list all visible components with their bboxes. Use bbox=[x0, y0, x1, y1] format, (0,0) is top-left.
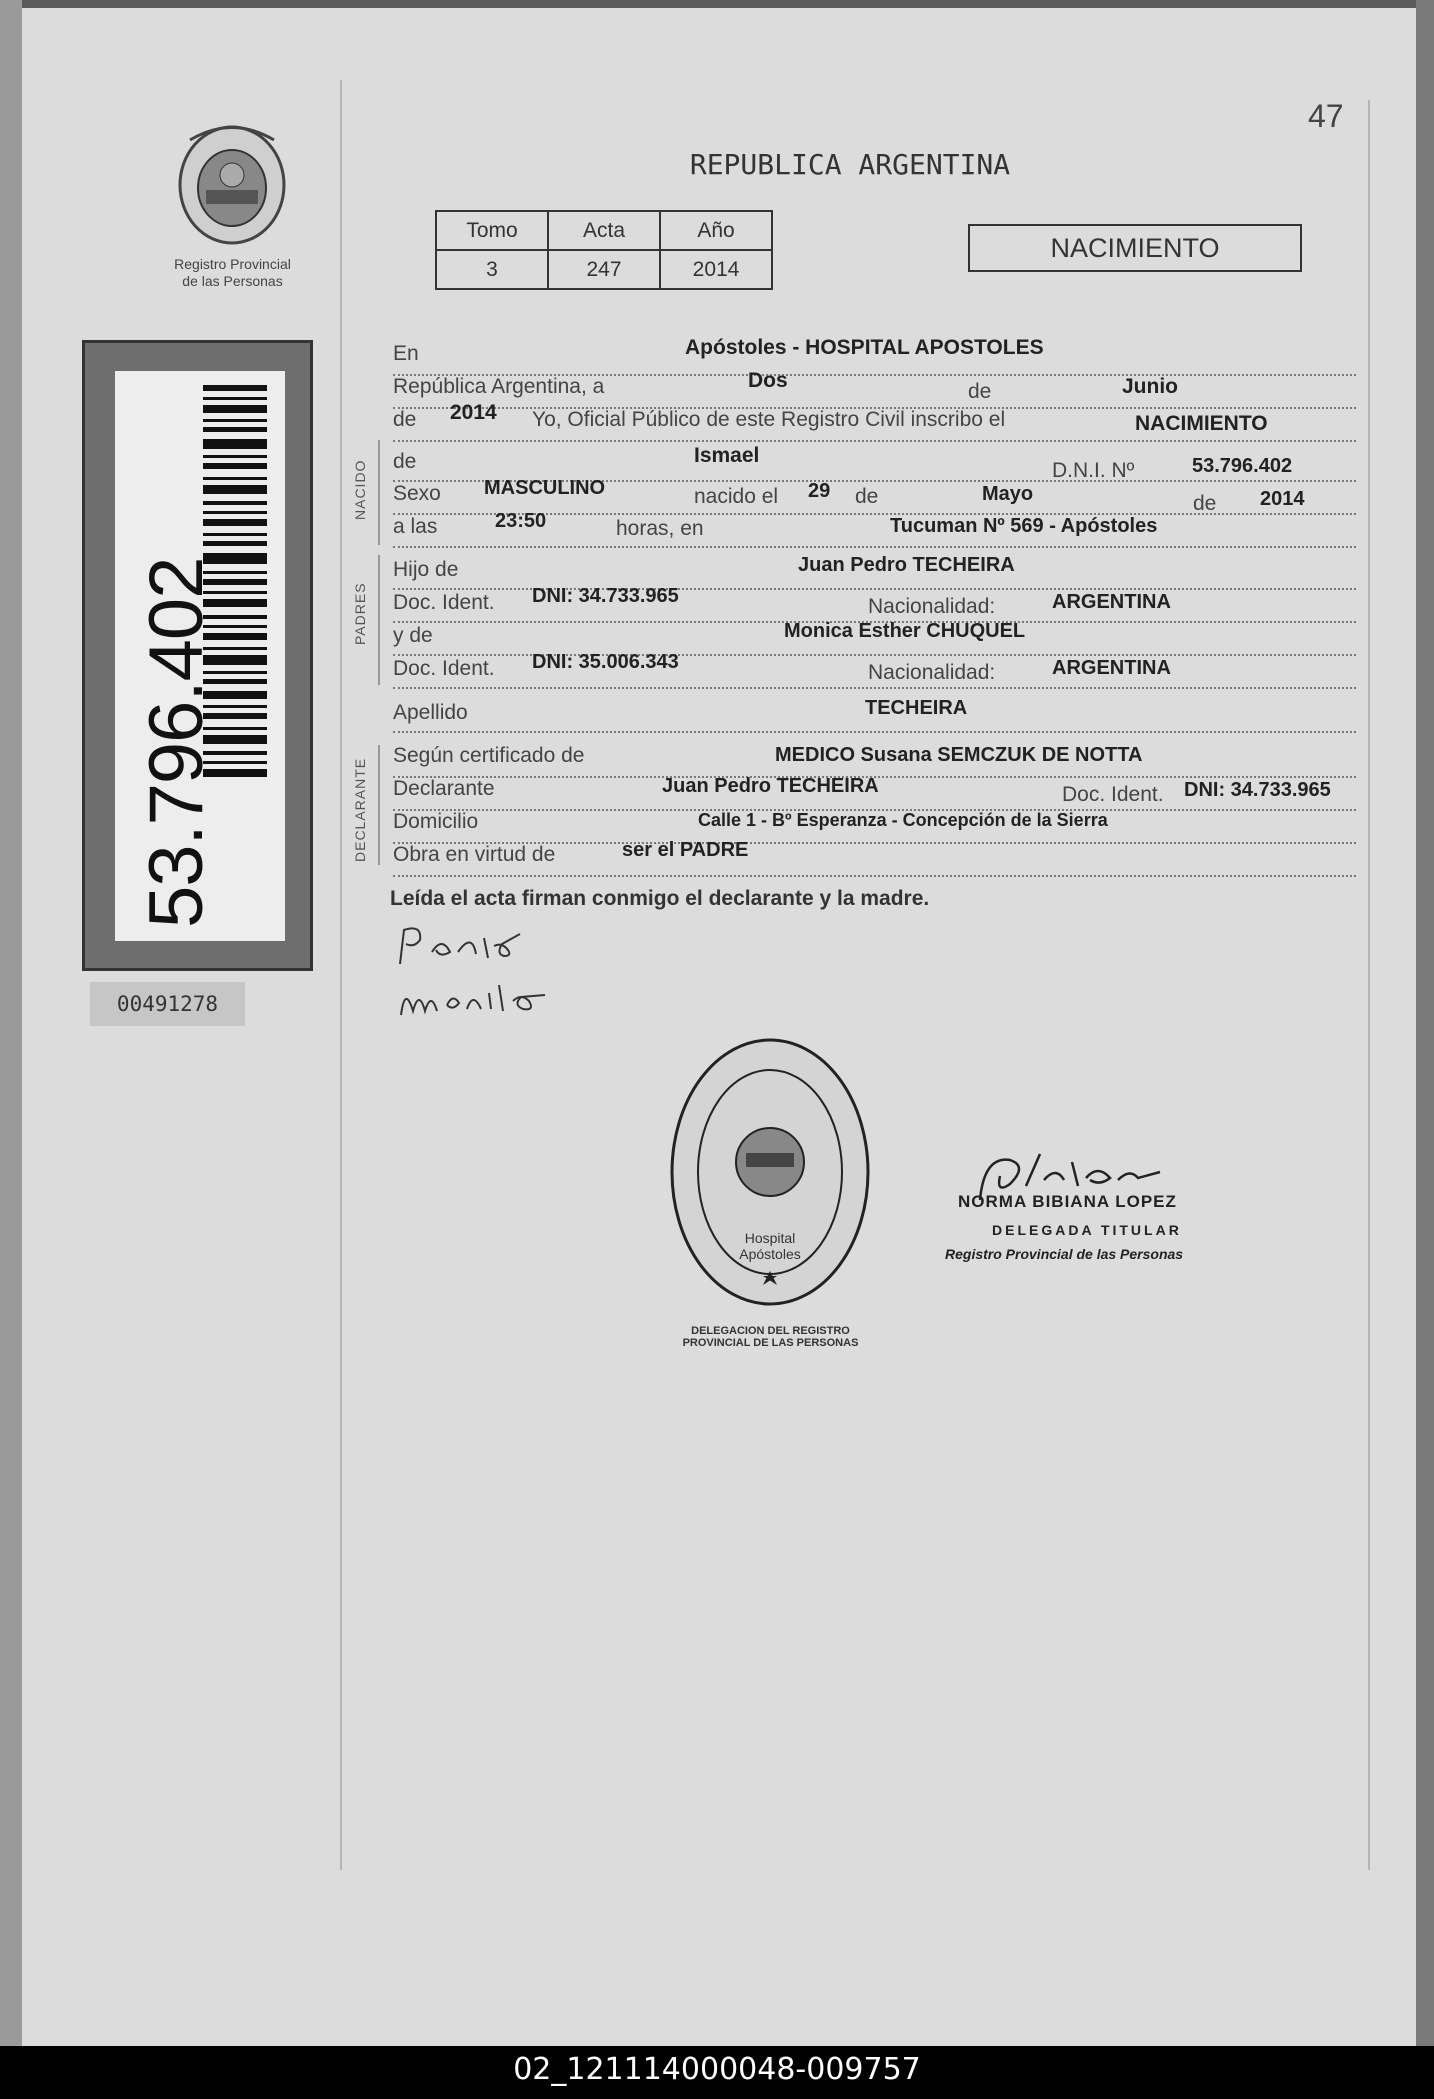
label-horas-en: horas, en bbox=[616, 517, 704, 540]
label-declarante: Declarante bbox=[393, 777, 495, 800]
section-label-nacido: NACIDO bbox=[352, 459, 368, 520]
label-de-mes-nac: de bbox=[855, 485, 879, 508]
label-de-anio: de bbox=[393, 408, 417, 431]
value-declarante-doc: DNI: 34.733.965 bbox=[1184, 779, 1331, 801]
label-sexo: Sexo bbox=[393, 482, 441, 505]
seal-inner-text: Hospital Apóstoles bbox=[739, 1230, 801, 1262]
seal-text: DELEGACION DEL REGISTRO PROVINCIAL DE LAS PERSONAS bbox=[682, 1325, 859, 1349]
value-apellido: TECHEIRA bbox=[865, 697, 968, 719]
value-tipo: NACIMIENTO bbox=[1135, 412, 1268, 435]
label-nacido-el: nacido el bbox=[694, 485, 779, 508]
official-title: DELEGADA TITULAR bbox=[992, 1222, 1182, 1238]
scan-footer-id: 02_121114000048-009757 bbox=[513, 2052, 921, 2087]
value-madre: Monica Esther CHUQUEL bbox=[784, 620, 1026, 642]
section-label-padres: PADRES bbox=[352, 582, 368, 645]
label-a-las: a las bbox=[393, 515, 438, 538]
record-header-acta: Acta bbox=[548, 211, 660, 250]
label-domicilio: Domicilio bbox=[393, 810, 479, 833]
value-anio-inscripcion: 2014 bbox=[450, 401, 497, 424]
declarante-bracket bbox=[378, 745, 380, 865]
value-padre-doc: DNI: 34.733.965 bbox=[532, 585, 679, 607]
record-type-box: NACIMIENTO bbox=[968, 224, 1302, 272]
label-segun-certificado: Según certificado de bbox=[393, 744, 585, 767]
label-de-nombre: de bbox=[393, 450, 417, 473]
page-title: REPUBLICA ARGENTINA bbox=[689, 148, 1011, 181]
id-band bbox=[82, 340, 313, 971]
value-certificado: MEDICO Susana SEMCZUK DE NOTTA bbox=[775, 744, 1143, 766]
value-mes-nac: Mayo bbox=[982, 483, 1034, 505]
signature-padre bbox=[392, 922, 532, 972]
nacido-bracket bbox=[378, 440, 380, 545]
label-nacionalidad-madre: Nacionalidad: bbox=[868, 661, 996, 684]
page-right-edge bbox=[1416, 0, 1434, 2046]
left-margin-rule bbox=[340, 80, 342, 1870]
value-mes-inscripcion: Junio bbox=[1122, 375, 1178, 398]
closing-text: Leída el acta firman conmigo el declarante y la madre. bbox=[390, 887, 930, 910]
control-number: 00491278 bbox=[90, 982, 245, 1026]
label-nacionalidad-padre: Nacionalidad: bbox=[868, 595, 996, 618]
value-madre-nac: ARGENTINA bbox=[1052, 657, 1171, 679]
value-dia-nac: 29 bbox=[808, 480, 831, 502]
label-apellido: Apellido bbox=[393, 701, 468, 724]
registry-name-line1: Registro Provincial bbox=[174, 256, 291, 272]
label-republica: República Argentina, a bbox=[393, 375, 605, 398]
id-band-number: 53.796.402 bbox=[134, 557, 219, 928]
label-obra: Obra en virtud de bbox=[393, 843, 556, 866]
page-left-edge bbox=[0, 0, 22, 2046]
record-table bbox=[435, 210, 773, 290]
value-nombre: Ismael bbox=[694, 444, 760, 467]
value-dni: 53.796.402 bbox=[1192, 455, 1293, 477]
official-name: NORMA BIBIANA LOPEZ bbox=[958, 1192, 1177, 1211]
official-org: Registro Provincial de las Personas bbox=[945, 1246, 1184, 1262]
value-lugar-nac: Tucuman Nº 569 - Apóstoles bbox=[890, 515, 1158, 537]
registry-name-line2: de las Personas bbox=[182, 273, 283, 289]
value-padre-nac: ARGENTINA bbox=[1052, 591, 1171, 613]
section-label-declarante: DECLARANTE bbox=[352, 757, 368, 862]
registry-name bbox=[140, 256, 325, 290]
value-hora: 23:50 bbox=[495, 510, 547, 532]
label-doc-ident-declarante: Doc. Ident. bbox=[1062, 783, 1164, 806]
label-dni: D.N.I. Nº bbox=[1052, 459, 1135, 482]
page-number: 47 bbox=[1308, 98, 1344, 134]
province-coat-of-arms-icon bbox=[170, 120, 295, 250]
label-hijo-de: Hijo de bbox=[393, 558, 459, 581]
value-padre: Juan Pedro TECHEIRA bbox=[798, 554, 1015, 576]
label-en: En bbox=[393, 342, 419, 365]
official-seal-icon bbox=[668, 1035, 873, 1310]
label-de-mes: de bbox=[968, 380, 992, 403]
value-sexo: MASCULINO bbox=[484, 477, 606, 499]
value-domicilio: Calle 1 - Bº Esperanza - Concepción de la Sierra bbox=[698, 810, 1108, 830]
value-anio-nac: 2014 bbox=[1260, 488, 1305, 510]
label-de-anio-nac: de bbox=[1193, 492, 1217, 515]
value-obra: ser el PADRE bbox=[622, 839, 749, 861]
value-madre-doc: DNI: 35.006.343 bbox=[532, 651, 679, 673]
record-header-tomo: Tomo bbox=[436, 211, 548, 250]
signature-madre bbox=[395, 975, 555, 1025]
record-value-tomo: 3 bbox=[436, 250, 548, 289]
record-value-anio: 2014 bbox=[660, 250, 772, 289]
record-header-anio: Año bbox=[660, 211, 772, 250]
label-y-de: y de bbox=[393, 624, 433, 647]
value-lugar: Apóstoles - HOSPITAL APOSTOLES bbox=[685, 336, 1044, 359]
value-declarante: Juan Pedro TECHEIRA bbox=[662, 775, 879, 797]
padres-bracket bbox=[378, 555, 380, 685]
right-margin-rule bbox=[1368, 100, 1370, 1870]
label-inscribo: Yo, Oficial Público de este Registro Civil inscribo el bbox=[532, 408, 1006, 431]
record-value-acta: 247 bbox=[548, 250, 660, 289]
label-doc-ident-padre: Doc. Ident. bbox=[393, 591, 495, 614]
label-doc-ident-madre: Doc. Ident. bbox=[393, 657, 495, 680]
value-dia-inscripcion: Dos bbox=[748, 369, 788, 392]
document-page bbox=[22, 8, 1416, 2046]
